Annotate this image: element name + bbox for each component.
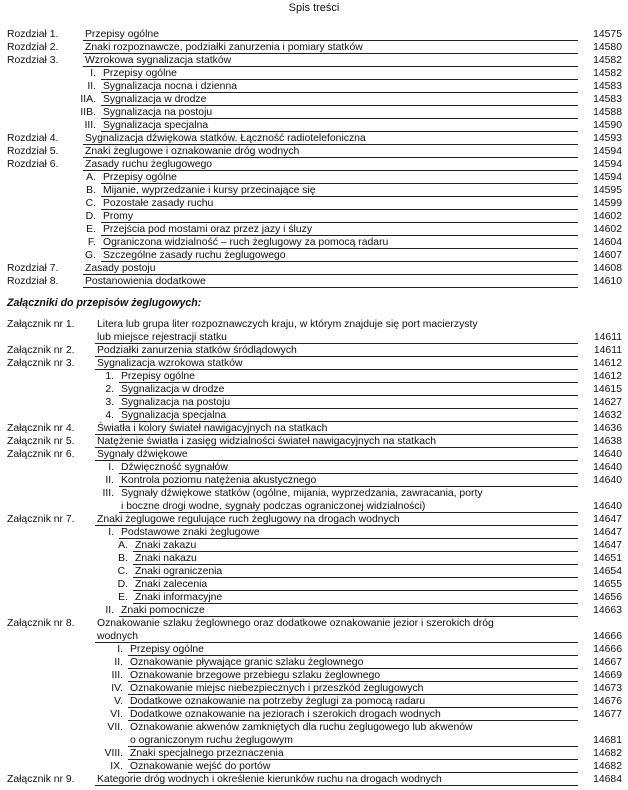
toc-entry-page: 14595: [593, 185, 622, 196]
toc-entry-page: 14666: [593, 631, 622, 642]
toc-entry: [0, 67, 628, 80]
toc-entry: [0, 119, 628, 132]
toc-entry-number: II.: [114, 657, 123, 668]
toc-entry-title: Wzrokowa sygnalizacja statków: [85, 55, 232, 66]
toc-entry-page: 14638: [593, 436, 622, 447]
toc-entry: [0, 656, 628, 669]
toc-entry-page: 14583: [593, 81, 622, 92]
toc-entry: [0, 106, 628, 119]
toc-entry-page: 14663: [593, 605, 622, 616]
toc-entry: [0, 435, 628, 448]
toc-entry-page: 14575: [593, 29, 622, 40]
toc-entry: [0, 682, 628, 695]
toc-entry-page: 14611: [593, 332, 622, 343]
toc-entry-title: Sygnalizacja dźwiękowa statków. Łączność radiotelefoniczna: [85, 133, 366, 144]
toc-entry-page: 14599: [593, 198, 622, 209]
toc-entry-label: Rozdział 5.: [7, 146, 59, 157]
toc-entry-page: 14632: [593, 410, 622, 421]
toc-entry: [0, 409, 628, 422]
toc-entry-number: VIII.: [104, 748, 123, 759]
toc-entry-number: E.: [118, 592, 128, 603]
toc-entry-number: II.: [87, 81, 96, 92]
toc-entry-number: B.: [86, 185, 96, 196]
toc-entry: [0, 578, 628, 591]
toc-entry-title: Sygnały dźwiękowe: [97, 449, 188, 460]
toc-entry-label: Załącznik nr 5.: [7, 436, 75, 447]
toc-entry: [0, 760, 628, 773]
toc-entry-label: Rozdział 1.: [7, 29, 59, 40]
toc-entry: [0, 617, 628, 643]
toc-entry-title: Kategorie dróg wodnych i określenie kierunków ruchu na drogach wodnych: [97, 774, 442, 785]
toc-entry-title: Litera lub grupa liter rozpoznawczych kraju, w którym znajduje się port macierzysty: [97, 319, 478, 330]
toc-entry-label: Rozdział 3.: [7, 55, 59, 66]
toc-entry-title: Ograniczona widzialność – ruch żeglugowy za pomocą radaru: [103, 237, 389, 248]
toc-entry-label: Załącznik nr 7.: [7, 514, 75, 525]
toc-entry-page: 14610: [593, 276, 622, 287]
toc-entry-number: I.: [108, 462, 114, 473]
toc-entry-number: IIB.: [80, 107, 96, 118]
toc-entry-label: Załącznik nr 4.: [7, 423, 75, 434]
toc-entry-label: Rozdział 4.: [7, 133, 59, 144]
toc-entry-page: 14656: [593, 592, 622, 603]
toc-entry-number: V.: [114, 696, 123, 707]
toc-entry-title: Przepisy ogólne: [103, 172, 177, 183]
toc-entry-page: 14647: [593, 527, 622, 538]
toc-entry-page: 14682: [593, 761, 622, 772]
toc-entry-number: D.: [85, 211, 96, 222]
toc-entry-title: Oznakowanie brzegowe przebiegu szlaku żeglownego: [130, 670, 381, 681]
toc-entry-page: 14602: [593, 211, 622, 222]
toc-entry: [0, 249, 628, 262]
toc-entry: [0, 565, 628, 578]
toc-entry: [0, 80, 628, 93]
toc-entry-title: Znaki żeglugowe i oznakowanie dróg wodnych: [85, 146, 300, 157]
toc-entry-number: 3.: [105, 397, 114, 408]
toc-entry: [0, 474, 628, 487]
toc-entry-title: Przepisy ogólne: [121, 371, 195, 382]
toc-entry: [0, 695, 628, 708]
toc-entry-label: Rozdział 2.: [7, 42, 59, 53]
toc-entry-number: I.: [90, 68, 96, 79]
toc-entry-page: 14640: [593, 475, 622, 486]
toc-entry-number: C.: [117, 566, 128, 577]
toc-entry-title: Znaki rozpoznawcze, podziałki zanurzenia i pomiary statków: [85, 42, 363, 53]
toc-entry-page: 14580: [593, 42, 622, 53]
toc-entry-number: III.: [111, 670, 123, 681]
toc-entry-page: 14681: [593, 735, 622, 746]
toc-entry-label: Rozdział 8.: [7, 276, 59, 287]
toc-entry: [0, 210, 628, 223]
toc-entry-page: 14673: [593, 683, 622, 694]
toc-entry: [0, 93, 628, 106]
toc-entry-number: II.: [105, 605, 114, 616]
toc-entry-title: Zasady postoju: [85, 263, 156, 274]
toc-entry-title: Sygnalizacja w drodze: [103, 94, 207, 105]
toc-entry-number: 4.: [105, 410, 114, 421]
toc-entry-label: Załącznik nr 9.: [7, 774, 75, 785]
toc-entry-label: Załącznik nr 1.: [7, 319, 75, 330]
toc-entry-title: Sygnalizacja wzrokowa statków: [97, 358, 243, 369]
toc-entry-page: 14593: [593, 133, 622, 144]
toc-entry-title: Mijanie, wyprzedzanie i kursy przecinające się: [103, 185, 316, 196]
toc-entry-title: Znaki informacyjne: [135, 592, 223, 603]
toc-entry-title: Sygnalizacja w drodze: [121, 384, 225, 395]
toc-entry: [0, 28, 628, 41]
toc-entry-title: Znaki żeglugowe regulujące ruch żeglugowy na drogach wodnych: [97, 514, 400, 525]
toc-entry-label: Rozdział 7.: [7, 263, 59, 274]
toc-entry-title: Sygnalizacja na postoju: [121, 397, 231, 408]
toc-entry: [0, 552, 628, 565]
toc-entry-title-continued: lub miejsce rejestracji statku: [97, 332, 227, 343]
toc-entry-page: 14594: [593, 146, 622, 157]
toc-entry-page: 14669: [593, 670, 622, 681]
toc-entry-page: 14582: [593, 55, 622, 66]
toc-entry-page: 14594: [593, 159, 622, 170]
toc-entry-title: Sygnalizacja nocna i dzienna: [103, 81, 238, 92]
toc-entry-page: 14611: [593, 345, 622, 356]
toc-entry-title: Przepisy ogólne: [103, 68, 177, 79]
toc-entry-number: IIA.: [80, 94, 96, 105]
toc-entry-number: II.: [105, 475, 114, 486]
toc-entry-title: Kontrola poziomu natężenia akustycznego: [121, 475, 317, 486]
toc-entry: [0, 41, 628, 54]
toc-entry: [0, 396, 628, 409]
toc-entry-label: Rozdział 6.: [7, 159, 59, 170]
toc-entry: [0, 526, 628, 539]
toc-entry-title-continued: i boczne drogi wodne, sygnały podczas ograniczonej widzialności): [121, 501, 426, 512]
toc-entry-underline: [95, 785, 578, 786]
toc-entry: [0, 262, 628, 275]
annexes-heading: Załączniki do przepisów żeglugowych:: [7, 297, 202, 309]
toc-entry: [0, 383, 628, 396]
toc-entry: [0, 344, 628, 357]
toc-entry-page: 14608: [593, 263, 622, 274]
toc-entry: [0, 370, 628, 383]
toc-entry-number: F.: [87, 237, 96, 248]
toc-entry: [0, 357, 628, 370]
toc-entry: [0, 422, 628, 435]
toc-entry-page: 14677: [593, 709, 622, 720]
toc-entry-number: III.: [102, 488, 114, 499]
toc-entry-page: 14651: [593, 553, 622, 564]
toc-entry-number: B.: [118, 553, 128, 564]
toc-entry-page: 14588: [593, 107, 622, 118]
toc-entry: [0, 145, 628, 158]
toc-entry-title: Natężenie światła i zasięg widzialności świateł nawigacyjnych na statkach: [97, 436, 437, 447]
toc-entry-title: Oznakowanie miejsc niebezpiecznych i przeszkód żeglugowych: [130, 683, 424, 694]
toc-entry: [0, 721, 628, 747]
toc-entry-page: 14627: [593, 397, 622, 408]
toc-entry-title: Sygnały dźwiękowe statków (ogólne, mijania, wyprzedzania, zawracania, porty: [121, 488, 483, 499]
toc-entry: [0, 318, 628, 344]
toc-entry-number: IX.: [110, 761, 123, 772]
toc-entry-page: 14647: [593, 514, 622, 525]
toc-entry-title: Podziałki zanurzenia statków śródlądowych: [97, 345, 297, 356]
toc-entry-label: Załącznik nr 6.: [7, 449, 75, 460]
toc-entry-title: Znaki pomocnicze: [121, 605, 205, 616]
toc-entry-page: 14590: [593, 120, 622, 131]
toc-entry-title: Promy: [103, 211, 134, 222]
toc-entry-title: Sygnalizacja na postoju: [103, 107, 213, 118]
toc-entry-number: 1.: [105, 371, 114, 382]
toc-entry-title: Oznakowanie wejść do portów: [130, 761, 271, 772]
toc-entry-title: Przejścia pod mostami oraz przez jazy i śluzy: [103, 224, 313, 235]
toc-entry: [0, 513, 628, 526]
toc-entry: [0, 171, 628, 184]
toc-entry-label: Załącznik nr 8.: [7, 618, 75, 629]
toc-entry-page: 14612: [593, 358, 622, 369]
toc-entry: [0, 539, 628, 552]
toc-entry-number: VII.: [107, 722, 123, 733]
toc-entry-number: III.: [84, 120, 96, 131]
toc-entry-title: Sygnalizacja specjalna: [121, 410, 227, 421]
toc-entry-page: 14640: [593, 462, 622, 473]
toc-entry-page: 14647: [593, 540, 622, 551]
toc-entry-title-continued: o ograniczonym ruchu żeglugowym: [130, 735, 293, 746]
toc-entry: [0, 591, 628, 604]
toc-entry-title: Oznakowanie szlaku żeglownego oraz dodatkowe oznakowanie jezior i szerokich dróg: [97, 618, 494, 629]
toc-entry-number: 2.: [105, 384, 114, 395]
toc-entry-page: 14655: [593, 579, 622, 590]
toc-entry-number: VI.: [110, 709, 123, 720]
toc-entry-number: G.: [85, 250, 96, 261]
toc-entry-page: 14612: [593, 371, 622, 382]
toc-entry-page: 14654: [593, 566, 622, 577]
toc-entry-page: 14583: [593, 94, 622, 105]
toc-entry-number: D.: [117, 579, 128, 590]
toc-entry-page: 14604: [593, 237, 622, 248]
toc-entry-number: A.: [86, 172, 96, 183]
toc-entry-title: Dodatkowe oznakowanie na jeziorach i szerokich drogach wodnych: [130, 709, 441, 720]
toc-entry: [0, 461, 628, 474]
toc-entry-title-continued: wodnych: [97, 631, 139, 642]
toc-entry-number: I.: [108, 527, 114, 538]
toc-entry-title: Postanowienia dodatkowe: [85, 276, 206, 287]
toc-entry-label: Załącznik nr 3.: [7, 358, 75, 369]
toc-entry-title: Znaki nakazu: [135, 553, 197, 564]
toc-entry: [0, 158, 628, 171]
toc-entry-title: Sygnalizacja specjalna: [103, 120, 209, 131]
toc-entry-page: 14682: [593, 748, 622, 759]
toc-entry: [0, 448, 628, 461]
toc-entry-underline: [83, 287, 578, 288]
toc-entry-page: 14667: [593, 657, 622, 668]
toc-entry: [0, 197, 628, 210]
toc-entry-page: 14582: [593, 68, 622, 79]
toc-entry-number: I.: [117, 644, 123, 655]
toc-entry-title: Znaki specjalnego przeznaczenia: [130, 748, 284, 759]
toc-entry: [0, 773, 628, 786]
page-title: Spis treści: [288, 2, 340, 14]
toc-entry-title: Znaki ograniczenia: [135, 566, 223, 577]
toc-entry: [0, 747, 628, 760]
toc-entry: [0, 184, 628, 197]
toc-entry-title: Przepisy ogólne: [85, 29, 159, 40]
toc-entry-title: Przepisy ogólne: [130, 644, 204, 655]
toc-entry-title: Oznakowanie pływające granic szlaku żeglownego: [130, 657, 364, 668]
toc-entry-page: 14640: [593, 449, 622, 460]
toc-entry-title: Pozostałe zasady ruchu: [103, 198, 214, 209]
toc-entry-page: 14594: [593, 172, 622, 183]
toc-entry-page: 14666: [593, 644, 622, 655]
toc-entry: [0, 643, 628, 656]
toc-entry-page: 14636: [593, 423, 622, 434]
toc-entry-number: C.: [85, 198, 96, 209]
toc-entry-number: IV.: [111, 683, 123, 694]
toc-entry-number: E.: [86, 224, 96, 235]
toc-entry-title: Szczególne zasady ruchu żeglugowego: [103, 250, 286, 261]
toc-entry: [0, 132, 628, 145]
toc-entry-page: 14640: [593, 501, 622, 512]
toc-entry-title: Dźwięczność sygnałów: [121, 462, 228, 473]
toc-entry-title: Oznakowanie akwenów zamkniętych dla ruchu żeglugowego lub akwenów: [130, 722, 473, 733]
toc-entry-page: 14615: [593, 384, 622, 395]
toc-entry-page: 14676: [593, 696, 622, 707]
toc-entry: [0, 54, 628, 67]
toc-entry: [0, 487, 628, 513]
toc-entry-title: Światła i kolory świateł nawigacyjnych na statkach: [97, 423, 328, 434]
toc-entry-page: 14602: [593, 224, 622, 235]
toc-entry-page: 14607: [593, 250, 622, 261]
toc-entry: [0, 236, 628, 249]
toc-entry: [0, 604, 628, 617]
toc-entry-number: A.: [118, 540, 128, 551]
toc-entry-title: Znaki zalecenia: [135, 579, 208, 590]
toc-entry-label: Załącznik nr 2.: [7, 345, 75, 356]
toc-entry-title: Zasady ruchu żeglugowego: [85, 159, 213, 170]
toc-entry: [0, 669, 628, 682]
toc-entry-title: Podstawowe znaki żeglugowe: [121, 527, 260, 538]
toc-entry-title: Dodatkowe oznakowanie na potrzeby żeglugi za pomocą radaru: [130, 696, 426, 707]
toc-entry: [0, 275, 628, 288]
toc-entry: [0, 708, 628, 721]
toc-entry-page: 14684: [593, 774, 622, 785]
toc-entry-title: Znaki zakazu: [135, 540, 197, 551]
toc-entry: [0, 223, 628, 236]
